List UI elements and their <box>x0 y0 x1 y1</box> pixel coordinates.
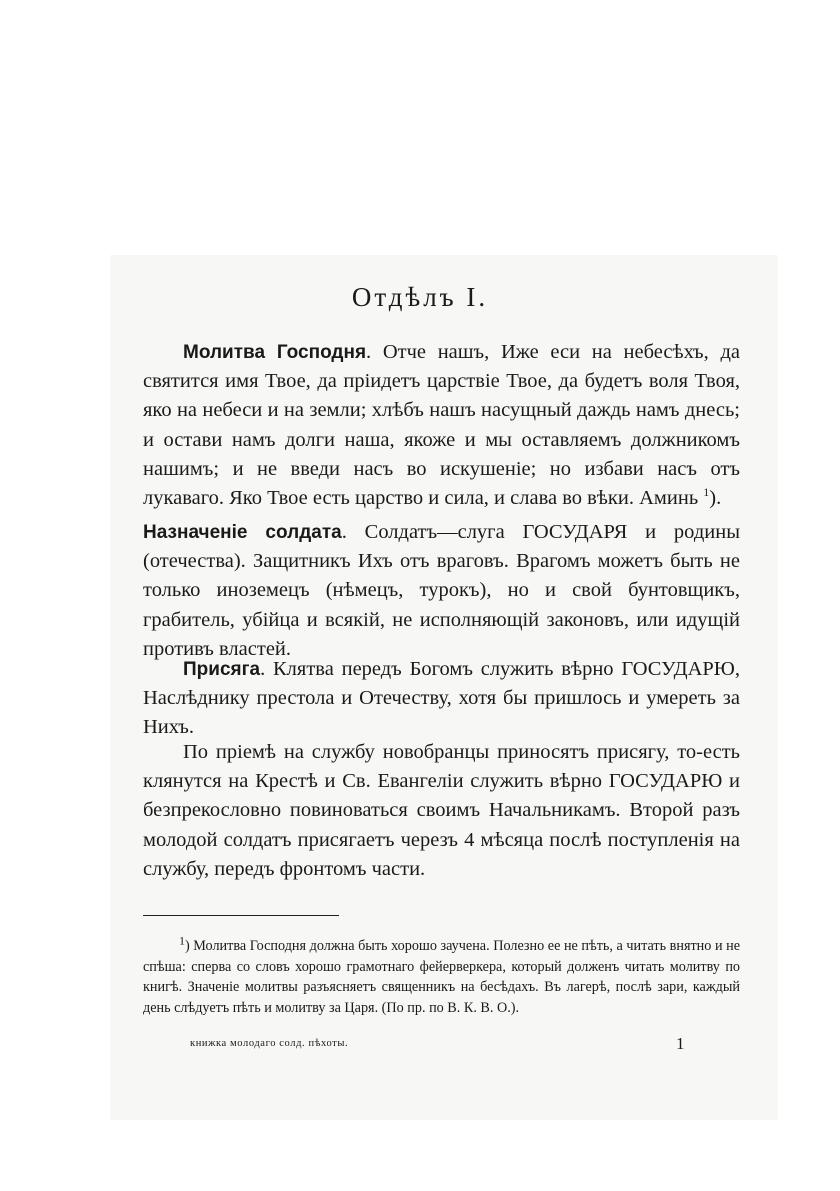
paragraph-text: . Клятва передъ Богомъ служить вѣрно ГОСУДАРЮ, Наслѣднику престола и Отечеству, хотя бы пришлось и умереть за Нихъ. <box>143 658 740 739</box>
paragraph-soldier-purpose <box>143 518 740 664</box>
paragraph-text: . Солдатъ—слуга ГОСУДАРЯ и родины (отечества). Защитникъ Ихъ отъ враговъ. Врагомъ можетъ быть не только иноземецъ (нѣмецъ, турокъ), но и свой бунтовщикъ, грабитель, убійца и всякій, не исполняющій законовъ, или идущій противъ властей. <box>143 521 740 660</box>
paragraph-oath-details <box>143 738 740 884</box>
book-footer-title: книжка молодаго солд. пѣхоты. <box>190 1038 349 1049</box>
footnote-reference: 1 <box>703 485 710 500</box>
paragraph-lead: Назначеніе солдата <box>143 522 342 543</box>
paragraph-tail: ). <box>709 487 722 510</box>
footnote-marker: 1 <box>179 933 185 948</box>
section-heading: Отдѣлъ I. <box>351 282 489 312</box>
footnote <box>143 933 740 1018</box>
paragraph-oath <box>143 655 740 743</box>
paragraph-lords-prayer <box>143 338 740 513</box>
paragraph-text: . Отче нашъ, Иже еси на небесѣхъ, да святится имя Твое, да пріидетъ царствіе Твое, да будетъ воля Твоя, яко на небеси и на земли; хлѣбъ нашъ насущный даждь намъ днесь; и остави намъ долги наша, якоже и мы оставляемъ должникомъ нашимъ; и не введи насъ во искушеніе; но избави насъ отъ лукаваго. Яко Твое есть царство и сила, и слава во вѣки. Аминь <box>143 341 740 510</box>
footnote-divider <box>143 915 339 916</box>
footnote-text: ) Молитва Господня должна быть хорошо заучена. Полезно ее не пѣть, а читать внятно и не спѣша: сперва со словъ хорошо грамотнаго фейерверкера, который долженъ читать молитву по книгѣ. Значеніе молитвы разъясняетъ священникъ на бесѣдахъ. Въ лагерѣ, послѣ зари, каждый день слѣдуетъ пѣть и молитву за Царя. (По пр. по В. К. В. О.). <box>143 938 740 1016</box>
page-number: 1 <box>676 1034 685 1053</box>
paragraph-text: По пріемѣ на службу новобранцы приносятъ присягу, то-есть клянутся на Крестѣ и Св. Евангеліи служить вѣрно ГОСУДАРЮ и безпрекословно повиноваться своимъ Начальникамъ. Второй разъ молодой солдатъ присягаетъ черезъ 4 мѣсяца послѣ поступленія на службу, передъ фронтомъ части. <box>143 741 740 880</box>
paragraph-lead: Присяга <box>183 659 261 680</box>
paragraph-lead: Молитва Господня <box>183 342 367 363</box>
